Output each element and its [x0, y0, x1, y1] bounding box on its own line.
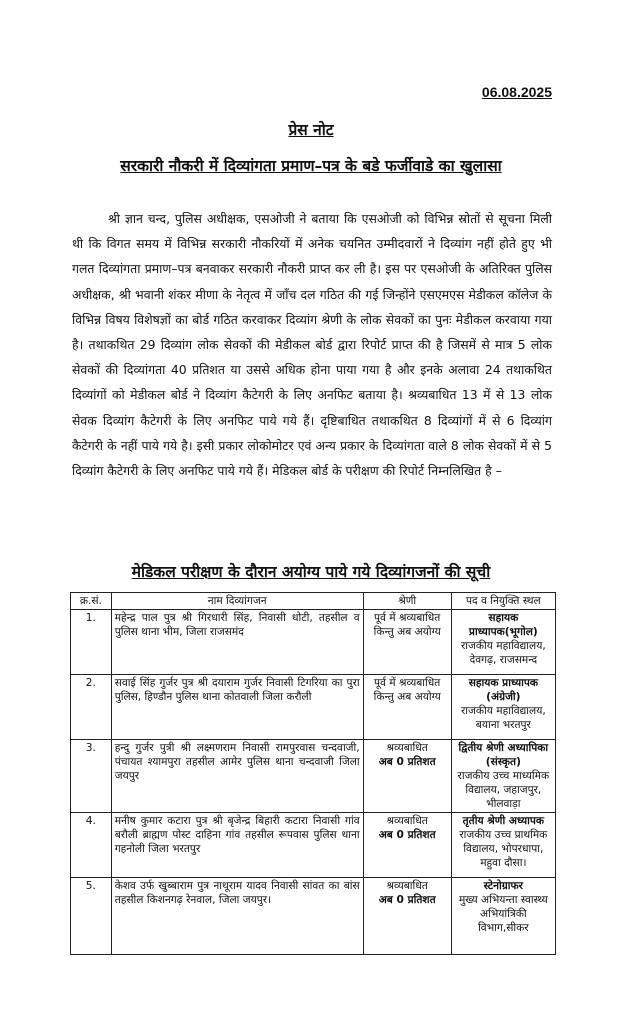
post-place: मुख्य अभियन्ता स्वास्थ्य अभियांत्रिकी विभाग,सीकर — [458, 894, 548, 934]
post-cell — [451, 675, 555, 740]
post-cell — [451, 813, 555, 878]
serial-cell: 5. — [71, 878, 112, 955]
category-percent: अब 0 प्रतिशत — [378, 894, 436, 906]
header-category: श्रेणी — [363, 593, 451, 610]
serial-cell: 4. — [71, 813, 112, 878]
post-place: राजकीय उच्च माध्यमिक विद्यालय, जहाजपुर, भीलवाड़ा — [457, 770, 550, 810]
category-percent: अब 0 प्रतिशत — [378, 756, 436, 768]
disqualified-list-table — [70, 592, 556, 955]
press-note-subtitle: सरकारी नौकरी में दिव्यांगता प्रमाण–पत्र के बडे फर्जीवाडे का खुलासा — [120, 157, 502, 175]
category-percent: अब 0 प्रतिशत — [378, 829, 436, 841]
header-post: पद व नियुक्ति स्थल — [451, 593, 555, 610]
table-row — [71, 675, 556, 740]
category-text: श्रव्यबाधित — [386, 742, 428, 754]
header-name: नाम दिव्यांगजन — [111, 593, 363, 610]
post-cell — [451, 878, 555, 955]
post-title: स्टेनोग्राफर — [483, 880, 523, 892]
table-row — [71, 610, 556, 675]
table-row — [71, 878, 556, 955]
list-heading: मेडिकल परीक्षण के दौरान अयोग्य पाये गये दिव्यांगजनों की सूची — [131, 563, 491, 581]
table-row — [71, 813, 556, 878]
category-cell — [363, 878, 451, 955]
post-title: तृतीय श्रेणी अध्यापक — [462, 815, 545, 827]
post-place: राजकीय उच्च प्राथमिक विद्यालय, भोपरधापा, महुवा दौसा। — [459, 829, 548, 869]
table-header-row — [71, 593, 556, 610]
category-cell — [363, 740, 451, 813]
category-cell — [363, 813, 451, 878]
post-place: राजकीय महाविद्यालय, बयाना भरतपुर — [460, 705, 546, 731]
name-cell: मनीष कुमार कटारा पुत्र श्री बृजेन्द्र बिहारी कटारा निवासी गांव बरौली ब्राह्मण पोस्ट दाहिना गांव तहसील रूपवास पुलिस थाना गहनोली जिला भरतपुर — [111, 813, 363, 878]
table-row — [71, 740, 556, 813]
post-place: राजकीय महाविद्यालय, देवगढ़, राजसमन्द — [460, 640, 546, 666]
post-title: सहायक प्राध्यापक (अंग्रेजी) — [468, 677, 538, 703]
press-note-body: श्री ज्ञान चन्द, पुलिस अधीक्षक, एसओजी ने बताया कि एसओजी को विभिन्न स्रोतों से सूचना मिली थी कि विगत समय में विभिन्न सरकारी नौकरियों में अनेक चयनित उम्मीदवारों ने दिव्यांग नहीं होते हुए भी गलत दिव्यांगता प्रमाण–पत्र बनवाकर सरकारी नौकरी प्राप्त कर ली है। इस पर एसओजी के अतिरिक्त पुलिस अधीक्षक, श्री भवानी शंकर मीणा के नेतृत्व में जाँच दल गठित की गई जिन्होंने एसएमएस मेडीकल कॉलेज के विभिन्न विषय विशेषज्ञों का बोर्ड गठित करवाकर दिव्यांग श्रेणी के लोक सेवकों का पुनः मेडीकल करवाया गया है। तथाकथित 29 दिव्यांग लोक सेवकों की मेडीकल बोर्ड द्वारा रिपोर्ट प्राप्त की है जिसमें से मात्र 5 लोक सेवकों की दिव्यांगता 40 प्रतिशत या उससे अधिक होना पाया गया है और इनके अलावा 24 तथाकथित दिव्यांगों को मेडीकल बोर्ड ने दिव्यांग कैटेगरी के लिए अनफिट बताया है। श्रव्यबाधित 13 में से 13 लोक सेवक दिव्यांग कैटेगरी के लिए अनफिट पाये गये हैं। दृष्टिबाधित तथाकथित 8 दिव्यांगों में से 6 दिव्यांग कैटेगरी के नहीं पाये गये है। इसी प्रकार लोकोमोटर एवं अन्य प्रकार के दिव्यांगता वाले 8 लोक सेवकों में से 5 दिव्यांग कैटेगरी के लिए अनफिट पाये गये हैं। मेडिकल बोर्ड के परीक्षण की रिपोर्ट निम्नलिखित है – — [72, 211, 552, 479]
name-cell: सवाई सिंह गुर्जर पुत्र श्री दयाराम गुर्जर निवासी टिगरिया का पुरा पुलिस, हिण्डौन पुलिस थाना कोतवाली जिला करौली — [111, 675, 363, 740]
category-text: श्रव्यबाधित — [386, 815, 428, 827]
category-cell — [363, 610, 451, 675]
post-title: द्वितीय श्रेणी अध्यापिका (संस्कृत) — [458, 742, 549, 768]
press-note-title: प्रेस नोट — [288, 121, 334, 139]
header-serial: क्र.सं. — [71, 593, 112, 610]
post-title: सहायक प्राध्यापक(भूगोल) — [468, 612, 538, 638]
category-text: श्रव्यबाधित — [386, 880, 428, 892]
category-text: पूर्व में श्रव्यबाधित किन्तु अब अयोग्य — [373, 612, 441, 638]
category-text: पूर्व में श्रव्यबाधित किन्तु अब अयोग्य — [373, 677, 441, 703]
post-cell — [451, 740, 555, 813]
serial-cell: 2. — [71, 675, 112, 740]
category-cell — [363, 675, 451, 740]
post-cell — [451, 610, 555, 675]
serial-cell: 1. — [71, 610, 112, 675]
name-cell: केशव उर्फ खुब्बाराम पुत्र नाथूराम यादव निवासी सांवत का बांस तहसील किशनगढ़ रेनवाल, जिला जयपुर। — [111, 878, 363, 955]
press-note-date: 06.08.2025 — [481, 84, 552, 100]
serial-cell: 3. — [71, 740, 112, 813]
name-cell: हन्दु गुर्जर पुत्री श्री लक्ष्मणराम निवासी रामपुरवास चन्दवाजी, पंचायत श्यामपुरा तहसील आमेर पुलिस थाना चन्दवाजी जिला जयपुर — [111, 740, 363, 813]
name-cell: महेन्द्र पाल पुत्र श्री गिरधारी सिंह, निवासी धोटी, तहसील व पुलिस थाना भीम, जिला राजसमंद — [111, 610, 363, 675]
